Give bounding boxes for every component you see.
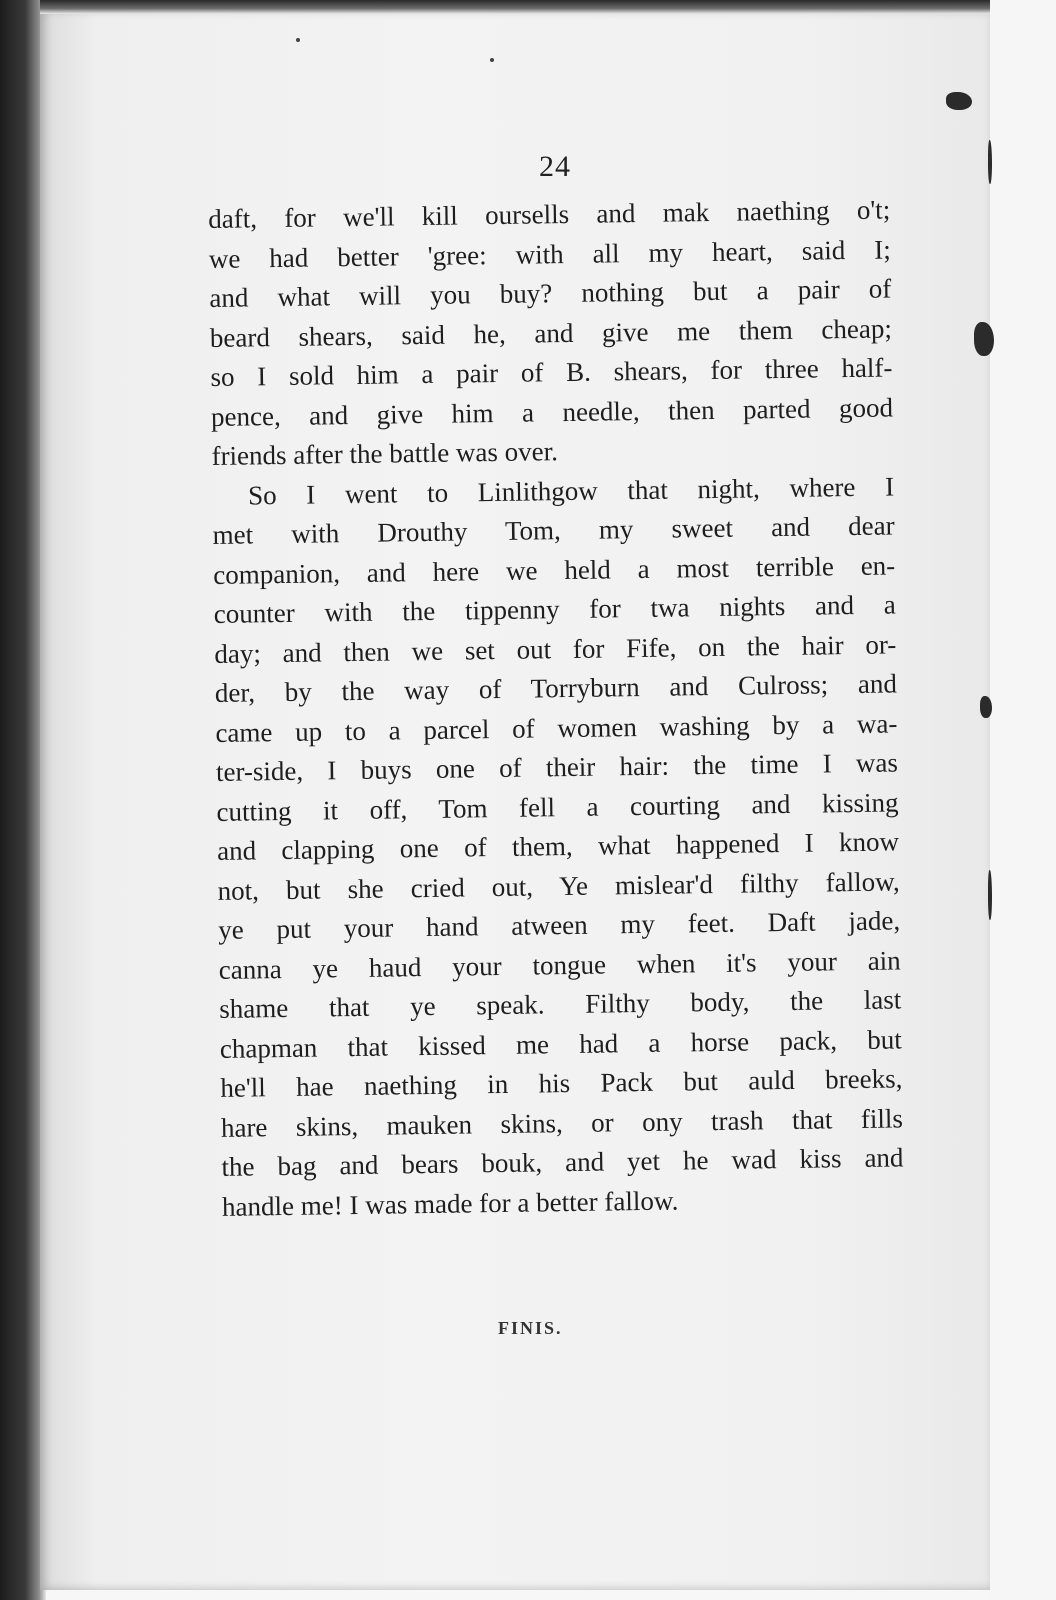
text-line: we had better 'gree: with all my heart, said I; [208, 233, 891, 274]
text-line: cutting it off, Tom fell a courting and kissing [216, 786, 899, 827]
text-line: he'll hae naething in his Pack but auld breeks, [220, 1063, 903, 1103]
text-line: the bag and bears bouk, and yet he wad kiss and [221, 1142, 904, 1182]
text-line: companion, and here we held a most terrible en- [213, 549, 896, 590]
paper-tear-mark [946, 92, 972, 110]
text-line: friends after the battle was over. [211, 436, 559, 471]
text-line: beard shears, said he, and give me them cheap; [209, 312, 893, 353]
text-line: canna ye haud your tongue when it's your ain [218, 944, 901, 985]
paper-speck [490, 58, 494, 62]
text-line: day; and then we set out for Fife, on the hair or- [214, 628, 897, 669]
page-right-margin [990, 0, 1056, 1600]
paper-tear-mark [988, 870, 992, 920]
text-line: So I went to Linlithgow that night, where I [247, 470, 895, 510]
text-line: daft, for we'll kill oursells and mak naething o't; [208, 194, 891, 234]
text-line: so I sold him a pair of B. shears, for three half- [210, 352, 893, 392]
book-cover-top-edge [40, 0, 990, 14]
text-line: chapman that kissed me had a horse pack, but [219, 1023, 902, 1064]
text-line: shame that ye speak. Filthy body, the last [219, 984, 902, 1024]
text-line: hare skins, mauken skins, or ony trash that fills [220, 1102, 904, 1143]
text-line: and clapping one of them, what happened I know [216, 826, 900, 866]
text-line: der, by the way of Torryburn and Culross; and [214, 668, 898, 708]
text-line: not, but she cried out, Ye mislear'd filthy fallow, [217, 865, 900, 906]
text-line: handle me! I was made for a better fallow. [221, 1185, 679, 1222]
text-line: met with Drouthy Tom, my sweet and dear [212, 510, 895, 550]
paper-tear-mark [974, 322, 994, 356]
body-text [208, 190, 904, 1226]
page-number: 24 [539, 150, 571, 183]
finis-end-mark: FINIS. [498, 1318, 563, 1338]
text-line: ye put your hand atween my feet. Daft jade, [217, 905, 901, 945]
text-line: counter with the tippenny for twa nights and a [213, 589, 896, 629]
paper-tear-mark [980, 696, 992, 718]
paper-speck [296, 38, 300, 42]
text-line: pence, and give him a needle, then parted good [210, 391, 894, 432]
text-line: and what will you buy? nothing but a pair of [209, 273, 892, 313]
text-line: ter-side, I buys one of their hair: the time I was [215, 747, 899, 787]
text-line: came up to a parcel of women washing by a wa- [215, 707, 898, 748]
